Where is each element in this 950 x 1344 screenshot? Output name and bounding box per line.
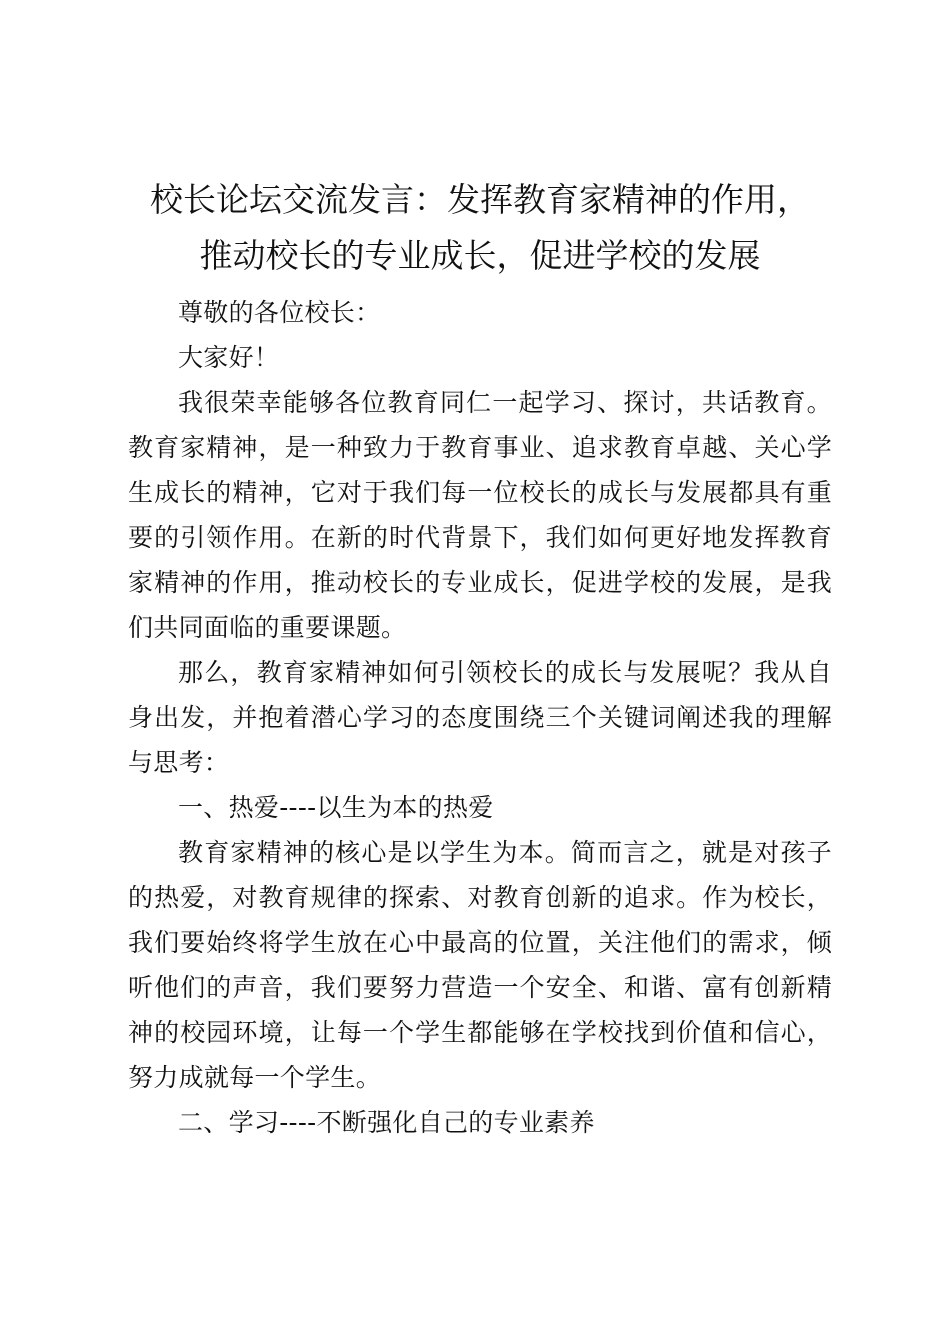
salutation: 尊敬的各位校长： <box>178 298 381 327</box>
greeting: 大家好！ <box>178 343 280 372</box>
title-line-1: 校长论坛交流发言：发挥教育家精神的作用， <box>150 180 810 219</box>
question-paragraph: 那么，教育家精神如何引领校长的成长与发展呢？我从自身出发，并抱着潜心学习的态度围绕三个关键词阐述我的理解与思考： <box>128 658 832 777</box>
document-page <box>128 172 832 1145</box>
document-title <box>128 172 832 284</box>
section-heading-1: 一、热爱----以生为本的热爱 <box>178 793 494 822</box>
section-heading-2: 二、学习----不断强化自己的专业素养 <box>178 1108 595 1137</box>
title-line-2: 推动校长的专业成长，促进学校的发展 <box>199 236 761 275</box>
section-body-1: 教育家精神的核心是以学生为本。简而言之，就是对孩子的热爱，对教育规律的探索、对教育创新的追求。作为校长，我们要始终将学生放在心中最高的位置，关注他们的需求，倾听他们的声音，我们要努力营造一个安全、和谐、富有创新精神的校园环境，让每一个学生都能够在学校找到价值和信心，努力成就每一个学生。 <box>128 838 832 1092</box>
intro-paragraph: 我很荣幸能够各位教育同仁一起学习、探讨，共话教育。教育家精神，是一种致力于教育事业、追求教育卓越、关心学生成长的精神，它对于我们每一位校长的成长与发展都具有重要的引领作用。在新的时代背景下，我们如何更好地发挥教育家精神的作用，推动校长的专业成长，促进学校的发展，是我们共同面临的重要课题。 <box>128 388 832 642</box>
